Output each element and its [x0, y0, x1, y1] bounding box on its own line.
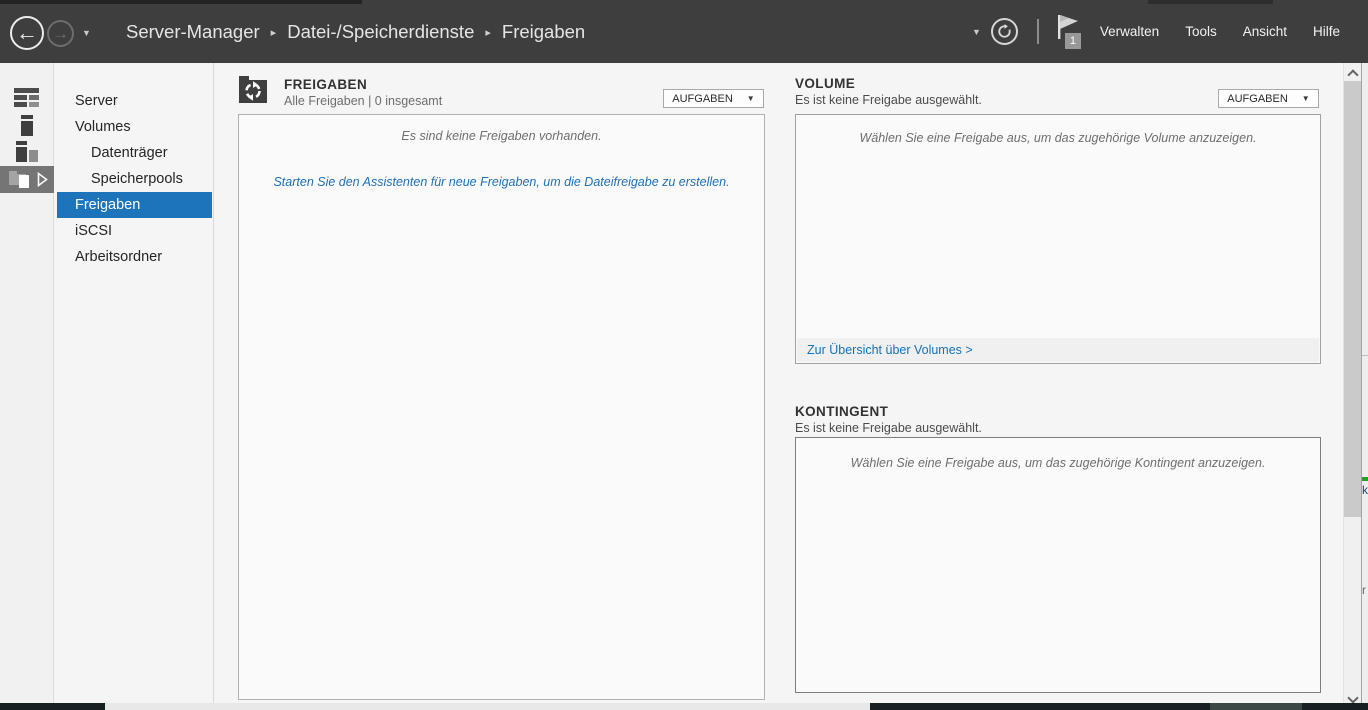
volume-panel-title: VOLUME: [795, 76, 856, 91]
volume-tasks-button[interactable]: [1218, 89, 1319, 108]
titlebar-right-cluster: [972, 0, 1368, 63]
chevron-down-icon: ▼: [1301, 94, 1310, 103]
window-bottom-edge: [105, 703, 870, 710]
main-panel-subtitle: Alle Freigaben | 0 insgesamt: [284, 94, 443, 108]
storage-nav-pane: [55, 63, 214, 703]
nav-item-server[interactable]: Server: [75, 93, 118, 109]
menu-tools[interactable]: Tools: [1185, 24, 1217, 39]
menu-ansicht[interactable]: Ansicht: [1242, 24, 1287, 39]
shares-empty-message: Es sind keine Freigaben vorhanden.: [401, 129, 602, 143]
breadcrumb: [126, 0, 585, 63]
background-green-fragment: [1362, 477, 1368, 481]
titlebar-divider: [1037, 19, 1039, 44]
forward-button[interactable]: [47, 20, 74, 47]
tasks-button-label: AUFGABEN: [672, 92, 733, 105]
menu-hilfe[interactable]: Hilfe: [1312, 24, 1340, 39]
breadcrumb-separator-icon: ▸: [270, 27, 277, 39]
background-window-sliver: [1361, 63, 1368, 710]
chevron-down-icon: ▼: [746, 94, 755, 103]
background-window-fragment: [1210, 703, 1302, 710]
main-panel-title: FREIGABEN: [284, 77, 368, 92]
local-server-icon[interactable]: [21, 115, 33, 136]
refresh-icon: [997, 24, 1012, 39]
nav-item-freigaben[interactable]: Freigaben: [57, 192, 212, 218]
breadcrumb-file-storage-services[interactable]: Datei-/Speicherdienste: [287, 20, 475, 42]
breadcrumb-shares[interactable]: Freigaben: [501, 20, 586, 42]
volume-footer: [797, 338, 1319, 362]
all-servers-icon[interactable]: [16, 141, 39, 162]
breadcrumb-server-manager[interactable]: Server-Manager: [126, 20, 260, 42]
tasks-button-label: AUFGABEN: [1227, 92, 1288, 105]
left-icon-strip: [0, 63, 54, 703]
navigation-history-dropdown[interactable]: ▼: [82, 28, 91, 38]
bottom-desktop-strip: [0, 703, 1368, 710]
main-tasks-button[interactable]: [663, 89, 764, 108]
nav-item-arbeitsordner[interactable]: Arbeitsordner: [75, 249, 163, 265]
shares-list-area: [238, 114, 765, 700]
menu-bar: [1100, 24, 1340, 39]
shares-panel-icon: [238, 75, 271, 104]
nav-item-iscsi[interactable]: iSCSI: [75, 223, 113, 239]
forward-arrow-icon: →: [52, 23, 69, 43]
file-storage-services-strip-item[interactable]: [0, 166, 54, 193]
quota-panel-title: KONTINGENT: [795, 404, 889, 419]
new-share-wizard-link[interactable]: Starten Sie den Assistenten für neue Freigaben, um die Dateifreigabe zu erstellen.: [273, 175, 730, 189]
background-text-fragment: k: [1362, 483, 1368, 497]
scroll-up-icon[interactable]: [1347, 69, 1358, 80]
volume-empty-message: Wählen Sie eine Freigabe aus, um das zugehörige Volume anzuzeigen.: [859, 131, 1257, 145]
refresh-button[interactable]: [991, 18, 1018, 45]
volumes-overview-link[interactable]: Zur Übersicht über Volumes >: [807, 343, 973, 357]
nav-item-volumes[interactable]: Volumes: [75, 119, 131, 135]
refresh-dropdown-caret[interactable]: ▼: [971, 26, 981, 37]
dashboard-icon[interactable]: [14, 88, 39, 107]
notification-count-badge: 1: [1065, 33, 1081, 49]
nav-item-speicherpools[interactable]: Speicherpools: [91, 171, 183, 187]
quota-panel-subtitle: Es ist keine Freigabe ausgewählt.: [795, 421, 982, 435]
back-button[interactable]: [10, 16, 44, 50]
volume-detail-area: [795, 114, 1321, 364]
scroll-down-icon[interactable]: [1347, 692, 1358, 703]
quota-empty-message: Wählen Sie eine Freigabe aus, um das zugehörige Kontingent anzuzeigen.: [850, 456, 1266, 470]
scrollbar-thumb[interactable]: [1344, 81, 1362, 517]
breadcrumb-separator-icon: ▸: [485, 27, 491, 39]
notifications-flag-button[interactable]: [1056, 14, 1088, 50]
background-text-fragment: r: [1362, 583, 1366, 597]
volume-panel-subtitle: Es ist keine Freigabe ausgewählt.: [795, 93, 982, 107]
nav-item-datentraeger[interactable]: Datenträger: [91, 145, 168, 161]
expand-arrow-icon[interactable]: [37, 172, 48, 187]
vertical-scrollbar[interactable]: [1343, 63, 1361, 710]
back-arrow-icon: ←: [16, 20, 38, 45]
menu-verwalten[interactable]: Verwalten: [1099, 24, 1160, 39]
file-storage-services-icon: [9, 171, 33, 188]
quota-detail-area: [795, 437, 1321, 693]
